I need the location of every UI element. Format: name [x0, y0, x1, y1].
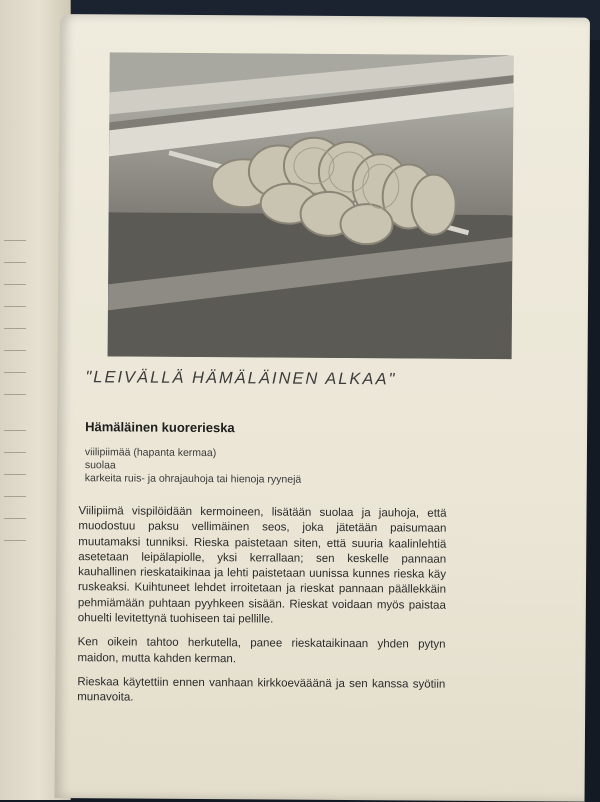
ingredient-item: suolaa: [84, 459, 116, 472]
ingredient-list: [85, 446, 302, 487]
ingredient-item: viilipiimää (hapanta kermaa): [84, 446, 217, 460]
ingredient-item: karkeita ruis- ja ohrajauhoja tai hienoja ryynejä: [84, 472, 302, 486]
rieska-bread-photo: [108, 52, 514, 359]
bread-drying-illustration: [108, 52, 514, 359]
instruction-paragraph: Viilipiimä vispilöidään kermoineen, lisätään suolaa ja jauhoja, että muodostuu paksu vellimäinen seos, joka jätetään paisumaan muutamaksi tunniksi. Rieska paistetaan siten, että suuria kaalinlehtiä asetetaan leipälapiolle, yksi kerrallaan; sen keskelle pannaan kauhallinen rieskataikinaa ja lehti paistetaan uunissa kunnes rieska käy ruskeaksi. Kuihtuneet lehdet irroitetaan ja rieskat pannaan päällekkäin pehmiämään puhtaan pyyhkeen sisään. Rieskat voidaan myös paistaa ohuelti levitettynä tuohiseen tai pellille.: [77, 505, 447, 626]
chapter-heading: "LEIVÄLLÄ HÄMÄLÄINEN ALKAA": [85, 368, 397, 389]
recipe-instructions: [77, 504, 446, 717]
instruction-paragraph: Rieskaa käytettiin ennen vanhaan kirkkoevääänä ja sen kanssa syötiin munavoita.: [77, 676, 446, 704]
recipe-title: Hämäläinen kuorerieska: [85, 419, 235, 436]
instruction-paragraph: Ken oikein tahtoo herkutella, panee rieskataikinaan yhden pytyn maidon, mutta kahden kerman.: [77, 636, 446, 665]
book-page: [55, 14, 590, 802]
